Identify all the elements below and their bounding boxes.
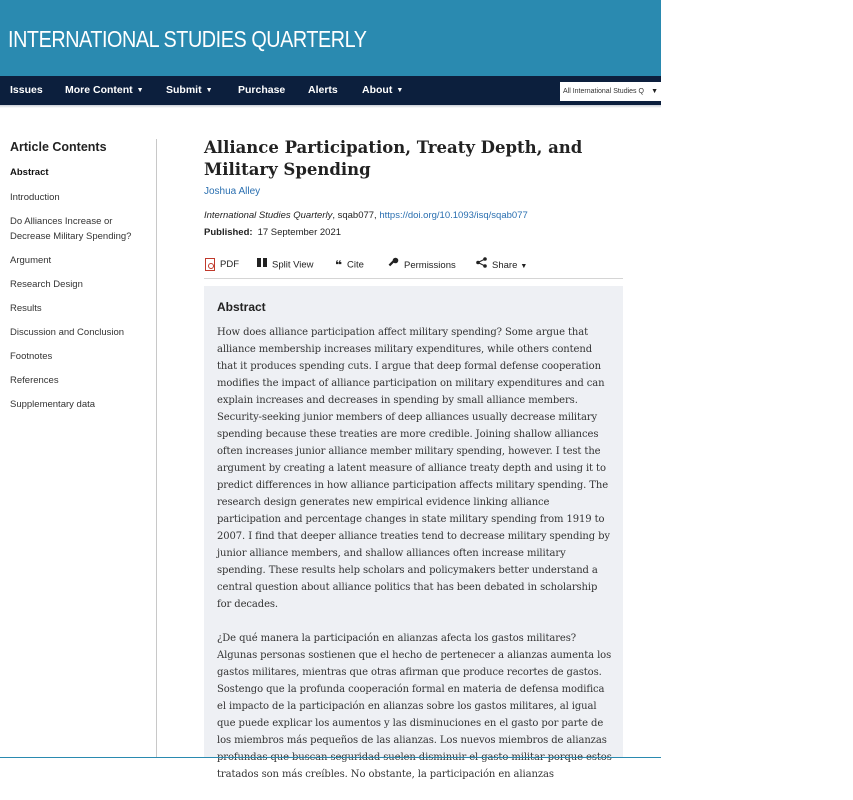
search-scope-select[interactable] [560,82,664,101]
toc-footnotes[interactable]: Footnotes [10,351,53,362]
nav-more-content[interactable] [65,76,144,105]
published-line [204,227,341,238]
abstract-paragraph-spanish: ¿De qué manera la participación en alianzas afecta los gastos militares? Algunas personas sostienen que el hecho de pertenecer a alianzas aumenta los gastos militares, mientras que otras afirman que produce recortes de gastos. Sostengo que la profunda cooperación formal en materia de defensa modifica el impacto de la participación en alianzas sobre los gastos militares, al igual que puede explicar los aumentos y las disminuciones en el gasto por parte de los miembros más pequeños de las alianzas. Los nuevos miembros de alianzas tratados son más creíbles. No obstante, la participación en alianzas [217,633,612,780]
permissions-button[interactable] [388,257,456,273]
article-toolbar [204,257,623,279]
caret-down-icon: ▼ [396,87,404,94]
nav-submit-label: Submit [166,84,202,96]
doi-link[interactable]: https://doi.org/10.1093/isq/sqab077 [379,210,528,221]
permissions-label: Permissions [404,260,456,272]
toc-references[interactable]: References [10,375,59,386]
nav-more-content-label: More Content [65,84,133,96]
abstract-section [204,286,623,780]
abstract-heading: Abstract [217,300,266,314]
toc-do-alliances[interactable]: Do Alliances Increase or Decrease Military Spending? [10,216,132,242]
citation-line [204,210,528,221]
split-view-label: Split View [272,259,314,271]
nav-alerts-label: Alerts [308,84,338,96]
main-nav [0,76,661,105]
caret-down-icon: ▼ [520,263,528,271]
chevron-down-icon: ▼ [651,88,658,95]
nav-alerts[interactable] [308,76,338,105]
sidebar-divider [156,139,157,758]
nav-about[interactable] [362,76,403,105]
toc-argument[interactable]: Argument [10,255,52,266]
article-contents-heading: Article Contents [10,140,107,154]
nav-purchase-label: Purchase [238,84,286,96]
pdf-label: PDF [220,259,239,270]
toc-results[interactable]: Results [10,303,42,314]
published-label: Published: [204,227,253,238]
pdf-button[interactable] [205,257,239,273]
split-view-icon [257,257,267,273]
nav-issues-label: Issues [10,84,43,96]
published-date: 17 September 2021 [257,227,342,238]
cite-label: Cite [347,259,364,271]
share-button[interactable] [476,257,527,273]
cite-button[interactable] [335,257,364,273]
share-label: Share [492,260,518,272]
bottom-border [0,757,661,758]
quote-icon: ❝ [335,258,343,272]
nav-issues[interactable] [10,76,43,105]
article-title: Alliance Participation, Treaty Depth, and Military Spending [204,138,583,179]
toc-introduction[interactable]: Introduction [10,192,60,203]
nav-shadow [0,105,661,108]
author-link[interactable]: Joshua Alley [204,186,261,197]
toc-abstract[interactable]: Abstract [10,167,49,178]
abstract-body [217,324,613,800]
toc-discussion[interactable]: Discussion and Conclusion [10,327,125,338]
key-icon [388,257,399,274]
toc-supplementary[interactable]: Supplementary data [10,399,96,410]
journal-name: International Studies Quarterly [204,210,333,221]
article-id: , sqab077, [332,210,380,221]
share-icon [476,257,487,274]
search-scope-value: All International Studies Q [563,88,644,95]
journal-title[interactable]: INTERNATIONAL STUDIES QUARTERLY [8,26,367,52]
journal-banner[interactable] [0,0,661,76]
toc-research-design[interactable]: Research Design [10,279,83,290]
split-view-button[interactable] [257,257,314,273]
caret-down-icon: ▼ [205,87,213,94]
abstract-paragraph-english: How does alliance participation affect military spending? Some argue that alliance membership increases military expenditures, while others contend that it produces spending cuts. I argue that deep formal defense cooperation modifies the impact of alliance participation on military expenditures and can explain increases and decreases in spending by small alliance members. Security-seeking junior members of deep alliances usually decrease military spending because these treaties are more credible. Joining shallow alliances often increases junior alliance member military spending, however. I test the argument by creating a latent measure of alliance treaty depth and using it to predict differences in how alliance participation affects military spending. The research design generates new empirical evidence linking alliance participation and percentage changes in state military spending from 1919 to 2007. I find that deeper alliance treaties tend to decrease military spending by junior alliance members, and shallow alliances often increase military spending. These results help scholars and policymakers better understand a central question about alliance politics that has been debated in scholarship for decades. [217,327,610,610]
nav-purchase[interactable] [238,76,285,105]
nav-submit[interactable] [166,76,213,105]
nav-about-label: About [362,84,393,96]
pdf-icon [205,258,215,271]
caret-down-icon: ▼ [136,87,144,94]
